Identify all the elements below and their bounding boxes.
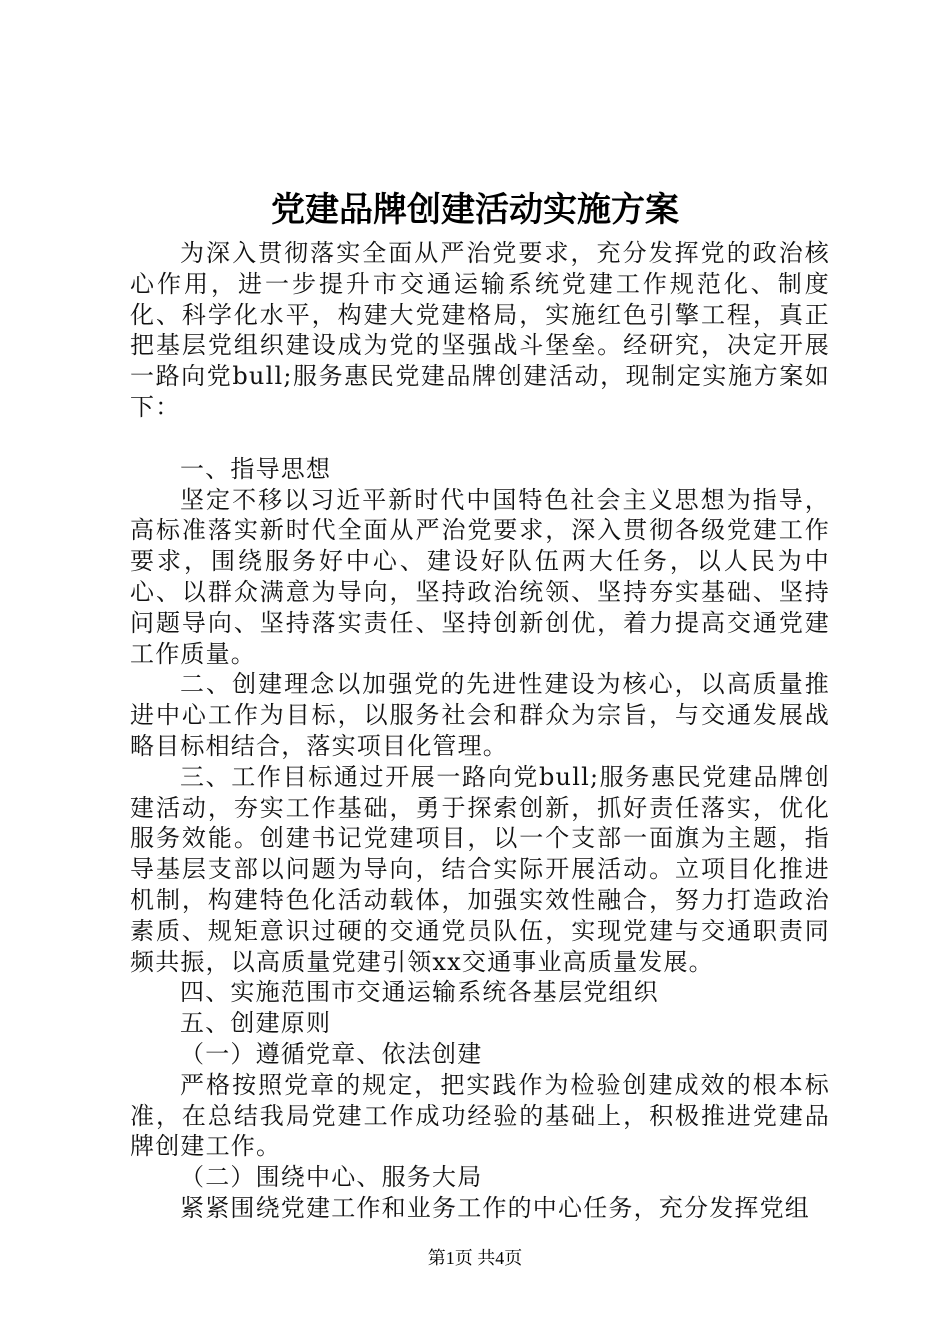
page-footer (0, 1244, 950, 1270)
document-title: 党建品牌创建活动实施方案 (271, 190, 679, 230)
document-body (130, 238, 830, 1224)
paragraph-work-goal: 三、工作目标通过开展一路向党bull;服务惠民党建品牌创建活动，夯实工作基础，勇于探索创新，抓好责任落实，优化服务效能。创建书记党建项目，以一个支部一面旗为主题，指导基层支部以问题为导向，结合实际开展活动。立项目化推进机制，构建特色化活动载体，加强实效性融合，努力打造政治素质、规矩意识过硬的交通党员队伍，实现党建与交通职责同频共振，以高质量党建引领xx交通事业高质量发展。 (130, 762, 830, 976)
section-heading-principles: 五、创建原则 (180, 1009, 332, 1038)
page-indicator: 第1页 共4页 (427, 1248, 523, 1268)
paragraph-creation-concept: 二、创建理念以加强党的先进性建设为核心，以高质量推进中心工作为目标，以服务社会和群众为宗旨，与交通发展战略目标相结合，落实项目化管理。 (130, 670, 830, 760)
paragraph-principle-1: 严格按照党章的规定，把实践作为检验创建成效的根本标准，在总结我局党建工作成功经验的基础上，积极推进党建品牌创建工作。 (130, 1070, 830, 1161)
subheading-principle-1: （一）遵循党章、依法创建 (180, 1039, 483, 1068)
intro-paragraph: 为深入贯彻落实全面从严治党要求，充分发挥党的政治核心作用，进一步提升市交通运输系统党建工作规范化、制度化、科学化水平，构建大党建格局，实施红色引擎工程，真正把基层党组织建设成为党的坚强战斗堡垒。经研究，决定开展一路向党bull;服务惠民党建品牌创建活动，现制定实施方案如下： (130, 239, 830, 421)
paragraph-principle-2: 紧紧围绕党建工作和业务工作的中心任务，充分发挥党组 (180, 1193, 810, 1222)
section-heading-scope: 四、实施范围市交通运输系统各基层党组织 (180, 978, 659, 1007)
paragraph-guiding-ideology: 坚定不移以习近平新时代中国特色社会主义思想为指导，高标准落实新时代全面从严治党要求，深入贯彻各级党建工作要求，围绕服务好中心、建设好队伍两大任务，以人民为中心、以群众满意为导向，坚持政治统领、坚持夯实基础、坚持问题导向、坚持落实责任、坚持创新创优，着力提高交通党建工作质量。 (130, 485, 830, 668)
subheading-principle-2: （二）围绕中心、服务大局 (180, 1163, 483, 1192)
section-heading-guiding-ideology: 一、指导思想 (180, 454, 332, 483)
